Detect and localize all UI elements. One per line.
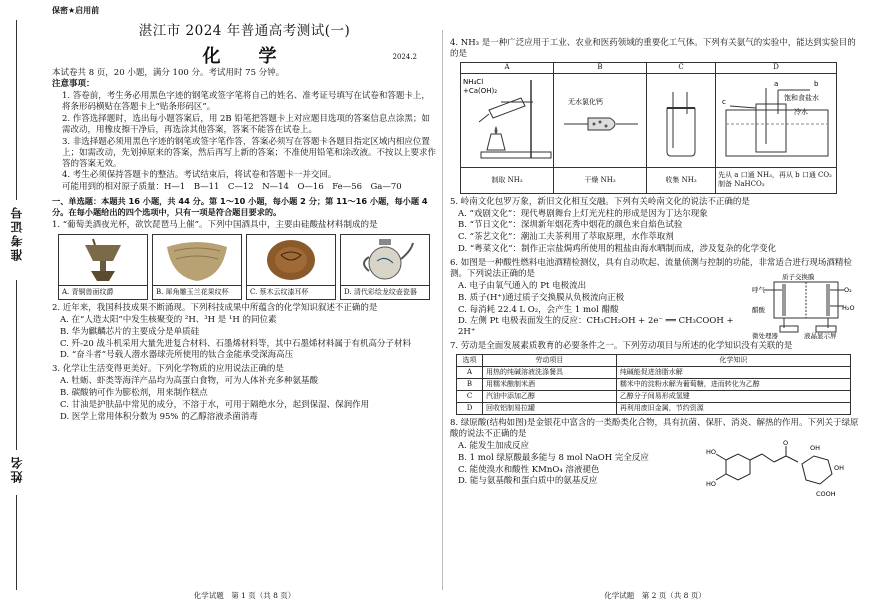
q1-option-d-label: D. 清代彩绘龙纹壶瓷器 [341,285,429,299]
q4-label-nh4cl: NH₄Cl [463,77,484,86]
q2-stem: 2. 近年来，我国科技成果不断涌现。下列科技成果中所蕴含的化学知识叙述不正确的是 [52,302,378,313]
q4-label-a: a [774,79,779,88]
q8-option-a: A. 能发生加成反应 [458,440,530,451]
name-label: 姓名 [10,455,24,483]
mol-label-o: O [783,440,789,448]
margin-line-top [16,20,17,200]
question-2 [52,303,437,361]
q7-cell: 糯米中的淀粉水解为葡萄糖，进而转化为乙醇 [616,379,850,391]
mol-label-oh-1: OH [810,444,821,453]
cell-label-h2o: H₂O [842,304,855,313]
name-line [16,495,17,590]
q6-stem: 6. 如图是一种酸性燃料电池酒精检测仪，具有自动吹起、流量侦测与控制的功能，非常适合进行现场酒精检测。下列说法正确的是 [450,258,852,279]
q7-cell: 乙醇分子间易形成氢键 [616,391,850,403]
q7-cell: D [457,403,483,415]
q3-option-b: B. 碳酸钠可作为膨松剂，用来制作糕点 [60,388,208,399]
q1-option-a [58,234,148,300]
question-1 [52,220,437,300]
q2-option-a: A. 在“人造太阳”中发生核聚变的 ²H、³H 是 ¹H 的同位素 [60,314,277,325]
q5-option-c: C. “茶艺文化”：潮汕工夫茶利用了萃取原理，水作萃取剂 [458,232,674,243]
q4-header-d: D [716,62,837,73]
q3-option-a: A. 牡蛎、虾类等海洋产品均为高蛋白食物，可为人体补充多种氨基酸 [60,376,319,387]
q4-header-c: C [647,62,716,73]
q4-label-brine: 饱和食盐水 [784,93,819,102]
q7-stem: 7. 劳动是全面发展素质教育的必要条件之一。下列劳动项目与所述的化学知识没有关联的是 [450,341,793,352]
q1-option-b-label: B. 犀角雕玉兰花果纹杯 [153,285,241,299]
q2-option-d: D. “奋斗者”号载人潜水器球壳所使用的钛合金能承受深海高压 [60,350,294,361]
q1-option-c-label: C. 蔡木云纹漆耳杯 [247,285,335,299]
q4-apparatus-table [460,62,837,194]
q1-option-a-label: A. 青铜兽面纹爵 [59,285,147,299]
question-6 [450,258,860,341]
q1-option-d [340,234,430,300]
q1-image-options [58,234,437,300]
note-item: 4. 考生必须保持答题卡的整洁。考试结束后，将试卷和答题卡一并交回。 [62,170,337,181]
q7-cell: A [457,367,483,379]
question-4 [450,38,860,194]
table-row [457,379,851,391]
q1-option-c [246,234,336,300]
porcelain-pot-image [341,235,429,285]
question-5 [450,197,860,255]
q6-option-b: B. 质子(H⁺)通过质子交换膜从负极流向正极 [458,292,625,303]
section-1-heading: 一、单选题：本题共 16 小题，共 44 分。第 1～10 小题，每小题 2 分；第 11～16 小题，每小题 4 分。在每小题给出的四个选项中，只有一项是符合题目要求的。 [52,196,428,217]
q8-option-c: C. 能使溴水和酸性 KMnO₄ 溶液褪色 [458,464,600,475]
q4-caption-d: 先从 a 口通 NH₃，再从 b 口通 CO₂ 制备 NaHCO₃ [716,167,837,193]
q8-option-d: D. 能与氨基酸和蛋白质中的氨基反应 [458,476,598,487]
q4-diagram-b [554,73,647,167]
q7-cell: 用热的纯碱溶液洗涤餐具 [483,367,617,379]
question-3 [52,364,437,422]
q6-option-c: C. 每消耗 22.4 L O₂，会产生 1 mol 醋酸 [458,304,619,315]
q1-stem: 1. “葡萄美酒夜光杯，欲饮琵琶马上催”。下列中国酒具中，主要由硅酸盐材料制成的是 [52,220,378,231]
q2-option-c: C. 歼-20 战斗机采用大量先进复合材料、石墨烯材料等，其中石墨烯材料属于有机高分子材料 [60,338,411,349]
subject-title: 化 学 [202,45,287,67]
exam-title: 湛江市 2024 年普通高考测试(一) [138,23,351,40]
q4-label-cacl2: 无水氯化钙 [568,97,603,106]
page-1 [52,6,437,424]
q4-diagram-a [461,73,554,167]
subject-heading [52,45,437,67]
q7-cell: B [457,379,483,391]
q7-cell: 用糯米酿制米酒 [483,379,617,391]
q4-label-b: b [814,79,819,88]
q7-cell: 再利用废旧金属，节约资源 [616,403,850,415]
q7-cell: 回收铝制易拉罐 [483,403,617,415]
q4-caption-b: 干燥 NH₃ [554,167,647,193]
cell-label-membrane: 质子交换膜 [782,273,815,282]
fuel-cell-diagram [752,272,860,344]
notes-heading: 注意事项： [52,79,95,90]
exam-number-label: 准考证号 [10,205,24,261]
cell-label-breath: 呼气 [752,286,765,295]
q4-diagram-d [716,73,837,167]
q2-option-b: B. 华为麒麟芯片的主要成分是单质硅 [60,326,200,337]
page-divider [442,30,443,590]
q7-header-knowledge: 化学知识 [616,355,850,367]
lacquer-cup-image [247,235,335,285]
q7-cell: 汽油中添加乙醇 [483,391,617,403]
q4-diagram-c [647,73,716,167]
q7-cell: 纯碱能促进油脂水解 [616,367,850,379]
cell-label-acid: 醋酸 [752,306,765,315]
q4-header-b: B [554,62,647,73]
exam-number-line [16,280,17,450]
q5-option-b: B. “节日文化”：深圳新年烟花秀中烟花的颜色来自焰色试验 [458,220,683,231]
table-row [457,403,851,415]
mol-label-oh-2: OH [834,464,845,473]
q4-label-cold-water: 冷水 [794,107,808,116]
q3-option-d: D. 医学上常用体积分数为 95% 的乙醇溶液杀菌消毒 [60,411,258,422]
exam-date: 2024.2 [392,52,417,61]
q4-caption-c: 收集 NH₃ [647,167,716,193]
note-item: 3. 非选择题必须用黑色字迹的钢笔或签字笔作答，答案必须写在答题卡各题目指定区域内相应位置上；如需改动，先划掉原来的答案，然后再写上新的答案；不准使用铅笔和涂改液。不按以上要求作答的答案无效。 [62,136,437,169]
intro-text: 本试卷共 8 页，20 小题，满分 100 分。考试用时 75 分钟。 [52,67,285,78]
q3-stem: 3. 化学让生活变得更美好。下列化学物质的应用说法正确的是 [52,364,284,375]
q4-header-a: A [461,62,554,73]
mol-label-ho-2: HO [706,480,717,489]
mol-label-ho-1: HO [706,448,717,457]
q8-stem: 8. 绿原酸(结构如图)是金银花中富含的一类酚类化合物，具有抗菌、保肝、消炎、解热的作用。下列关于绿原酸的说法不正确的是 [450,418,859,439]
q7-table [456,354,851,415]
q8-option-b: B. 1 mol 绿原酸最多能与 8 mol NaOH 完全反应 [458,452,649,463]
footer-page-2: 化学试题 第 2 页（共 8 页） [604,591,706,601]
q4-label-c: c [722,97,726,106]
footer-page-1: 化学试题 第 1 页（共 8 页） [193,591,296,601]
confidential-mark: 保密★启用前 [52,6,100,15]
q1-option-b [152,234,242,300]
cell-label-o2: O₂ [844,286,852,295]
table-row [457,391,851,403]
question-7 [450,341,860,415]
q4-stem: 4. NH₃ 是一种广泛应用于工业、农业和医药领域的重要化工气体。下列有关氨气的实验中，能达到实验目的的是 [450,38,856,59]
q3-option-c: C. 甘油是护肤品中常见的成分，不溶于水，可用于隔绝水分，起到保湿、保润作用 [60,399,370,410]
table-row [457,367,851,379]
q6-option-a: A. 电子由氧气通入的 Pt 电极流出 [458,280,587,291]
note-item: 1. 答卷前，考生务必用黑色字迹的钢笔或签字笔将自己的姓名、准考证号填写在试卷和答题卡上，将条形码横贴在答题卡上“贴条形码区”。 [62,91,430,113]
cell-label-processor: 微处理器 [752,332,778,341]
binding-margin [0,0,42,603]
q4-label-caoh2: +Ca(OH)₂ [463,86,498,95]
question-8 [450,418,860,499]
q7-header-option: 选项 [457,355,483,367]
atomic-masses: 可能用到的相对原子质量：H—1 B—11 C—12 N—14 O—16 Fe—56 Ga—70 [62,182,402,193]
note-item: 2. 作答选择题时，选出每小题答案后，用 2B 铅笔把答题卡上对应题目选项的答案信息点涂黑；如需改动，用橡皮擦干净后，再选涂其他答案，答案不能答在试卷上。 [62,114,430,135]
chlorogenic-acid-structure [706,440,856,510]
q5-option-d: D. “粤菜文化”：制作正宗盐焗鸡所使用的粗盐由海水晒制而成，涉及复杂的化学变化 [458,244,777,255]
q7-cell: C [457,391,483,403]
bronze-vessel-image [59,235,147,285]
q5-option-a: A. “戏剧文化”：现代粤剧舞台上灯光光柱的形成是因为丁达尔现象 [458,208,708,219]
q5-stem: 5. 岭南文化包罗万象，新旧文化相互交融。下列有关岭南文化的说法不正确的是 [450,196,750,207]
mol-label-cooh: COOH [816,490,836,499]
q7-header-task: 劳动项目 [483,355,617,367]
q4-caption-a: 制取 NH₃ [461,167,554,193]
horn-cup-image [153,235,241,285]
q6-option-d: D. 左侧 Pt 电极表面发生的反应：CH₃CH₂OH + 2e⁻ ══ CH₃COOH + 2H⁺ [458,316,734,338]
page-2 [450,6,860,499]
cell-label-lcd: 液晶显示屏 [804,332,837,341]
